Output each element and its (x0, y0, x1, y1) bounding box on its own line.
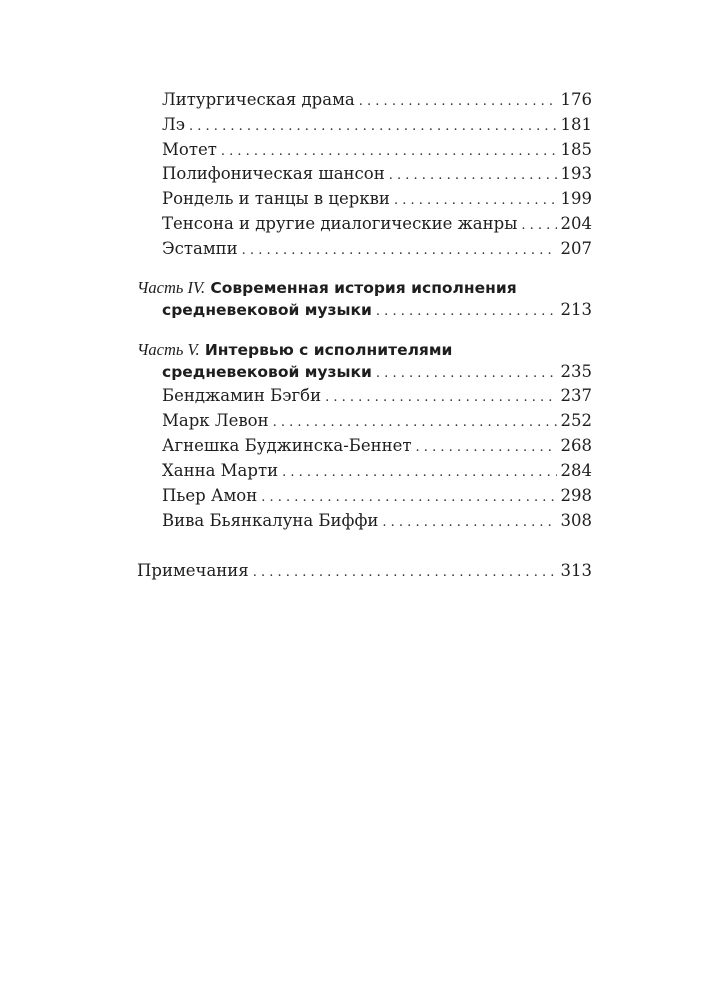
dot-leader (382, 513, 556, 533)
toc-entry-page: 199 (560, 189, 592, 208)
dot-leader (416, 438, 557, 458)
dot-leader (261, 488, 556, 508)
toc-entry-page: 185 (560, 140, 592, 159)
toc-entry (162, 115, 592, 137)
toc-entry (162, 300, 592, 322)
toc-entry (162, 362, 592, 384)
toc-entry-label: Литургическая драма (162, 90, 355, 109)
toc-entry-page: 237 (560, 386, 592, 405)
toc-entry-page: 213 (560, 300, 592, 319)
toc-entry-label: Ханна Марти (162, 461, 279, 480)
toc-entry-page: 268 (560, 436, 592, 455)
toc-entry-label: Рондель и танцы в церкви (162, 189, 390, 208)
part-number: Часть IV. (137, 278, 206, 297)
toc-entry-page: 207 (560, 239, 592, 258)
part-heading (137, 278, 592, 298)
toc-entry-label: Агнешка Буджинска-Беннет (162, 436, 412, 455)
toc-entry-label: Мотет (162, 140, 217, 159)
dot-leader (221, 142, 557, 162)
toc-entry-page: 313 (560, 561, 592, 580)
toc-entry-page: 235 (560, 362, 592, 381)
toc-entry (162, 214, 592, 236)
dot-leader (242, 241, 557, 261)
toc-entry-page: 193 (560, 164, 592, 183)
toc-entry-label: Примечания (137, 561, 249, 580)
dot-leader (376, 302, 557, 322)
toc-entry (162, 90, 592, 112)
toc-entry-label: Эстампи (162, 239, 238, 258)
dot-leader (521, 216, 556, 236)
toc-entry-label: Тенсона и другие диалогические жанры (162, 214, 518, 233)
toc-entry-label: Вива Бьянкалуна Биффи (162, 511, 379, 530)
toc-entry (162, 411, 592, 433)
part-title-continued: средневековой музыки (162, 363, 372, 381)
part-title: Интервью с исполнителями (204, 341, 453, 359)
toc-entry (162, 239, 592, 261)
toc-entry (162, 189, 592, 211)
dot-leader (376, 364, 557, 384)
toc-entry-label: Лэ (162, 115, 186, 134)
toc-entry-page: 181 (560, 115, 592, 134)
toc-entry-page: 252 (560, 411, 592, 430)
toc-entry-label: Пьер Амон (162, 486, 258, 505)
part-heading (137, 340, 592, 360)
toc-entry-label: Бенджамин Бэгби (162, 386, 322, 405)
toc-entry (162, 461, 592, 483)
toc-entry (162, 386, 592, 408)
toc-entry (162, 436, 592, 458)
dot-leader (359, 92, 557, 112)
part-title: Современная история исполнения (210, 279, 517, 297)
dot-leader (282, 463, 556, 483)
dot-leader (253, 563, 557, 583)
toc-entry (162, 511, 592, 533)
dot-leader (189, 117, 556, 137)
toc-entry-label: Марк Левон (162, 411, 269, 430)
toc-entry (162, 486, 592, 508)
dot-leader (394, 191, 557, 211)
dot-leader (389, 166, 557, 186)
toc-entry-page: 298 (560, 486, 592, 505)
toc-entry-label: Полифоническая шансон (162, 164, 385, 183)
toc-entry-page: 284 (560, 461, 592, 480)
toc-entry (162, 164, 592, 186)
part-title-continued: средневековой музыки (162, 301, 372, 319)
dot-leader (273, 413, 557, 433)
toc-entry-page: 176 (560, 90, 592, 109)
toc-entry-page: 204 (560, 214, 592, 233)
toc-entry-page: 308 (560, 511, 592, 530)
toc-entry (137, 561, 592, 583)
dot-leader (325, 388, 556, 408)
part-number: Часть V. (137, 340, 200, 359)
toc-entry (162, 140, 592, 162)
